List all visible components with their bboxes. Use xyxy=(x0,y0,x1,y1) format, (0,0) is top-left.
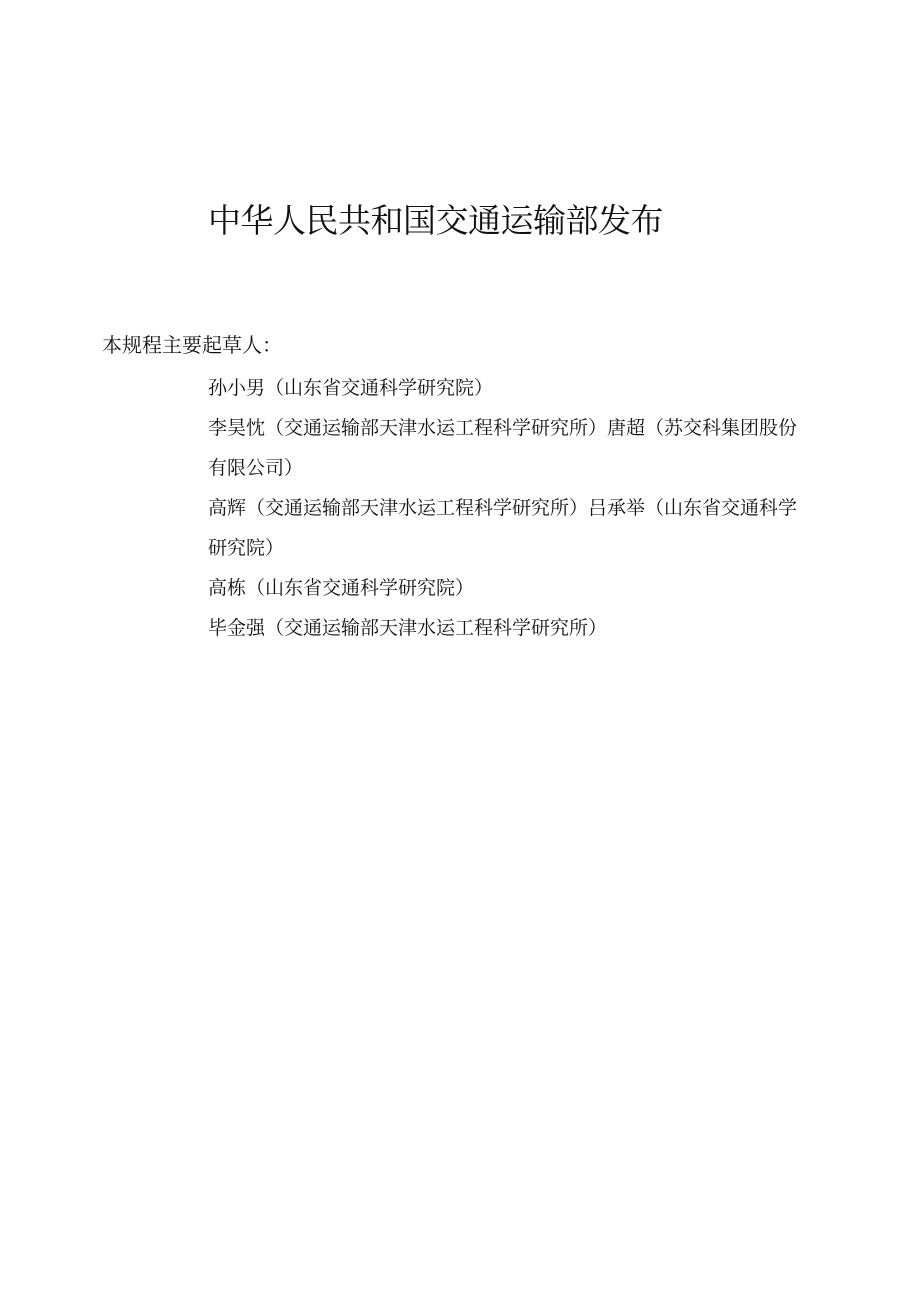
drafter-entry: 高栋（山东省交通科学研究院） xyxy=(208,577,475,599)
drafter-entry: 毕金强（交通运输部天津水运工程科学研究所） xyxy=(208,617,608,639)
drafter-entry: 李昊忱（交通运输部天津水运工程科学研究所）唐超（苏交科集团股份有限公司） xyxy=(208,417,798,479)
drafters-list xyxy=(208,368,798,648)
issuer-title: 中华人民共和国交通运输部发布 xyxy=(208,201,663,240)
drafter-entry: 高辉（交通运输部天津水运工程科学研究所）吕承举（山东省交通科学研究院） xyxy=(208,497,798,559)
drafter-entry: 孙小男（山东省交通科学研究院） xyxy=(208,377,494,399)
drafters-heading: 本规程主要起草人： xyxy=(102,333,282,357)
